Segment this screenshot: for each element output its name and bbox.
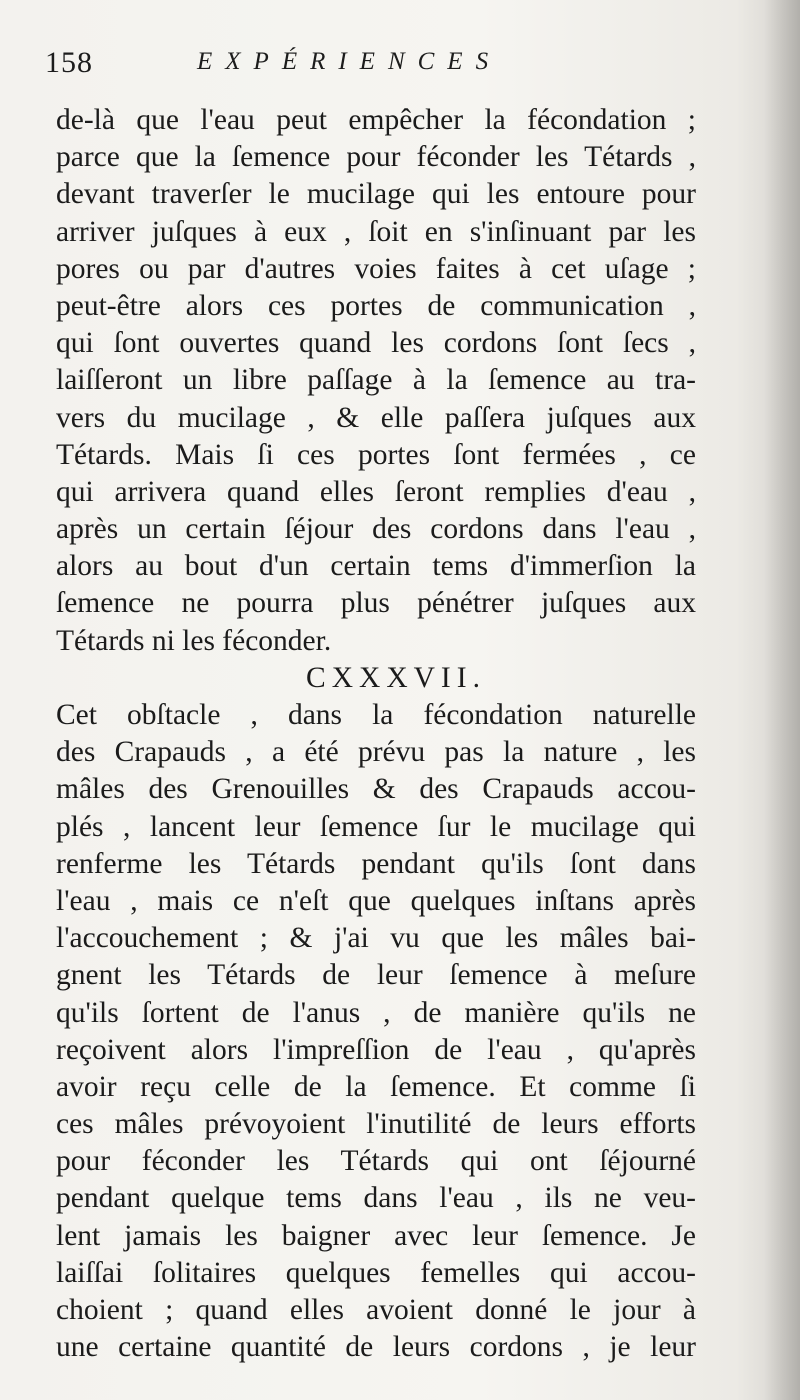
text-line: Tétards. Mais ſi ces portes ſont fermées , ce <box>56 438 696 471</box>
text-line: reçoivent alors l'impreſſion de l'eau , qu'après <box>56 1033 696 1066</box>
text-line: renferme les Tétards pendant qu'ils ſont dans <box>56 847 696 880</box>
section-heading: CXXXVII. <box>306 661 486 694</box>
text-line: Cet obſtacle , dans la fécondation naturelle <box>56 699 696 731</box>
text-line: Tétards ni les féconder. <box>56 624 332 657</box>
text-line: ſemence ne pourra plus pénétrer juſques aux <box>56 587 696 620</box>
text-line: alors au bout d'un certain tems d'immerſion la <box>56 550 696 583</box>
text-line: lent jamais les baigner avec leur ſemence. Je <box>56 1219 696 1252</box>
text-line: l'eau , mais ce n'eſt que quelques inſtans après <box>56 884 696 917</box>
text-line: parce que la ſemence pour féconder les Tétards , <box>56 141 696 174</box>
text-line: ces mâles prévoyoient l'inutilité de leurs efforts <box>56 1108 696 1141</box>
running-head: EXPÉRIENCES <box>197 48 502 75</box>
text-line: laiſſai ſolitaires quelques femelles qui accou- <box>56 1256 696 1289</box>
text-line: peut-être alors ces portes de communication , <box>56 289 696 322</box>
text-line: gnent les Tétards de leur ſemence à meſure <box>56 959 696 992</box>
text-line: devant traverſer le mucilage qui les entoure pour <box>56 178 696 211</box>
text-line: des Crapauds , a été prévu pas la nature , les <box>56 736 696 769</box>
text-line: l'accouchement ; & j'ai vu que les mâles bai- <box>56 922 696 955</box>
text-line: une certaine quantité de leurs cordons , je leur <box>56 1331 696 1364</box>
text-line: laiſſeront un libre paſſage à la ſemence au tra- <box>56 364 696 397</box>
text-line: qui ſont ouvertes quand les cordons ſont ſecs , <box>56 327 696 360</box>
page-number: 158 <box>45 46 93 79</box>
page-header <box>45 46 745 86</box>
text-line: choient ; quand elles avoient donné le jour à <box>56 1294 696 1326</box>
text-line: qu'ils ſortent de l'anus , de manière qu'ils ne <box>56 996 696 1029</box>
spine-shadow <box>764 0 800 1400</box>
text-line: qui arrivera quand elles ſeront remplies d'eau , <box>56 475 696 508</box>
text-line: avoir reçu celle de la ſemence. Et comme ſi <box>56 1070 696 1103</box>
text-line: mâles des Grenouilles & des Crapauds accou- <box>56 773 696 806</box>
text-line: de-là que l'eau peut empêcher la fécondation ; <box>56 104 696 136</box>
text-line: pores ou par d'autres voies faites à cet uſage ; <box>56 252 696 285</box>
text-line: pour féconder les Tétards qui ont ſéjourné <box>56 1145 696 1178</box>
text-line: arriver juſques à eux , ſoit en s'inſinuant par les <box>56 215 696 248</box>
text-line: vers du mucilage , & elle paſſera juſques aux <box>56 401 696 434</box>
text-line: après un certain ſéjour des cordons dans l'eau , <box>56 513 696 546</box>
text-line: pendant quelque tems dans l'eau , ils ne veu- <box>56 1182 696 1215</box>
body-text <box>56 102 696 1366</box>
text-line: plés , lancent leur ſemence ſur le mucilage qui <box>56 810 696 843</box>
